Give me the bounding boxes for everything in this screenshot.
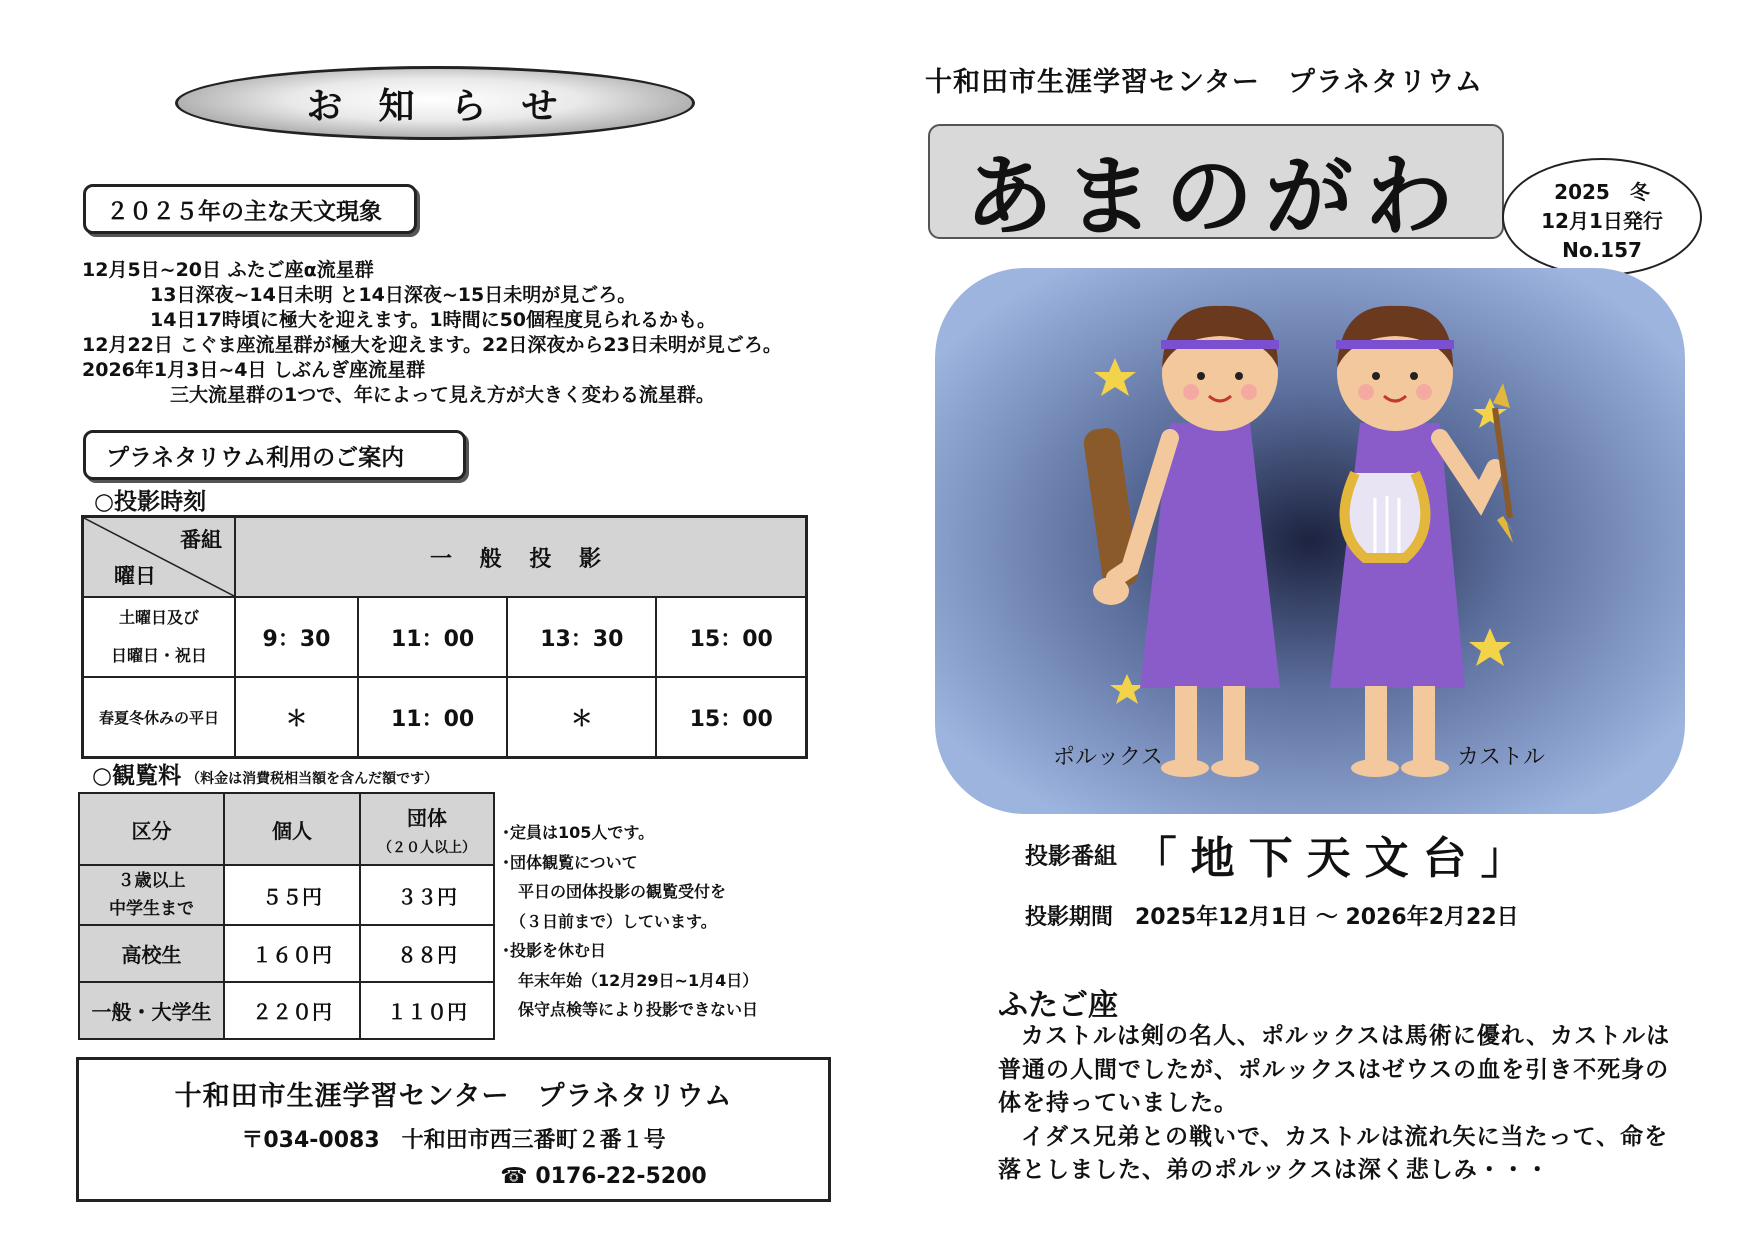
contact-phone-row <box>79 1164 828 1189</box>
astro-event-line: 12月5日~20日 ふたご座α流星群 <box>82 259 374 281</box>
fee-category <box>79 865 224 925</box>
fee-row <box>79 982 494 1039</box>
astro-events-heading-box <box>83 184 417 234</box>
pollux-label: ポルックス <box>1053 745 1163 770</box>
fee-note: （料金は消費税相当額を含んだ額です） <box>186 771 439 787</box>
time-cell: 13：30 <box>507 597 656 677</box>
fee-category: 高校生 <box>79 925 224 982</box>
fee-individual: ５５円 <box>224 865 360 925</box>
fee-header-category: 区分 <box>79 793 224 865</box>
newsletter-header: 十和田市生涯学習センター プラネタリウム <box>925 67 1483 98</box>
time-cell: 15：00 <box>656 677 806 758</box>
astro-event-line: 14日17時頃に極大を迎えます。1時間に50個程度見られるかも。 <box>150 309 717 331</box>
astro-event-line: 三大流星群の1つで、年によって見え方が大きく変わる流星群。 <box>170 384 715 406</box>
astro-events-heading: ２０２５年の主な天文現象 <box>106 198 382 225</box>
schedule-corner-cell <box>83 517 236 598</box>
newsletter-title: あまのがわ <box>965 144 1466 248</box>
contact-address: 〒034-0083 十和田市西三番町２番１号 <box>241 1128 666 1153</box>
fee-note-line: ･団体観覧について <box>502 852 638 872</box>
article-title: ふたご座 <box>998 988 1118 1023</box>
schedule-row <box>83 597 807 677</box>
corner-program-label: 番組 <box>180 528 222 552</box>
fee-note-line: 平日の団体投影の観覧受付を <box>502 882 727 901</box>
fee-header-individual: 個人 <box>224 793 360 865</box>
program-title: 「地下天文台」 <box>1132 833 1539 884</box>
schedule-title: ○投影時刻 <box>94 489 207 515</box>
article-paragraph: カストルは剣の名人、ポルックスは馬術に優れ、カストルは普通の人間でしたが、ポルックスはゼウスの血を引き不死身の体を持っていました。 <box>998 1023 1671 1116</box>
corner-day-label: 曜日 <box>114 564 156 588</box>
schedule-table <box>81 515 808 759</box>
fee-table <box>78 792 495 1040</box>
issue-number: No.157 <box>1562 238 1642 262</box>
fee-notes <box>502 818 758 1025</box>
day-label: 日曜日・祝日 <box>110 646 207 665</box>
fee-note-line: ･定員は105人です。 <box>502 823 655 842</box>
time-cell: ＊ <box>507 677 656 758</box>
issue-date: 12月1日発行 <box>1541 209 1663 233</box>
fee-header-group <box>360 793 494 865</box>
fee-category: 一般・大学生 <box>79 982 224 1039</box>
lyre-icon <box>1345 473 1426 558</box>
day-label: 土曜日及び <box>118 608 199 627</box>
notice-banner <box>175 66 695 140</box>
gemini-illustration <box>935 268 1685 814</box>
issue-season: 2025 冬 <box>1554 180 1650 204</box>
schedule-row <box>83 677 807 758</box>
fee-group: １１０円 <box>360 982 494 1039</box>
article-body <box>998 1020 1678 1188</box>
fee-group: ３３円 <box>360 865 494 925</box>
fee-title-row <box>92 757 438 790</box>
day-cell <box>83 597 236 677</box>
phone-icon: ☎ <box>500 1164 528 1189</box>
program-period: 投影期間 2025年12月1日 ～ 2026年2月22日 <box>1025 905 1519 930</box>
contact-name: 十和田市生涯学習センター プラネタリウム <box>174 1081 733 1112</box>
fee-row <box>79 865 494 925</box>
astro-event-line: 2026年1月3日~4日 しぶんぎ座流星群 <box>82 359 426 381</box>
issue-badge <box>1502 158 1702 276</box>
illustration-svg <box>935 268 1685 814</box>
usage-heading: プラネタリウム利用のご案内 <box>106 444 405 471</box>
fee-note-line: （３日前まで）しています。 <box>502 911 717 931</box>
fee-title: ○観覧料 <box>92 763 182 789</box>
day-label: 春夏冬休みの平日 <box>98 708 219 727</box>
fee-group: ８８円 <box>360 925 494 982</box>
article-paragraph: イダス兄弟との戦いで、カストルは流れ矢に当たって、命を落としました、弟のポルックスは深く悲しみ・・・ <box>998 1123 1669 1183</box>
fee-header-group-label: 団体 <box>407 805 447 830</box>
time-cell: 9：30 <box>235 597 358 677</box>
time-cell: 11：00 <box>358 597 507 677</box>
illustration-background <box>935 268 1685 814</box>
fee-header-group-note: （２０人以上） <box>378 839 476 856</box>
fee-category-label: 中学生まで <box>109 899 194 919</box>
program-row <box>1025 822 1539 886</box>
fee-note-line: ･投影を休む日 <box>502 941 607 960</box>
astro-event-line: 12月22日 こぐま座流星群が極大を迎えます。22日深夜から23日未明が見ごろ。 <box>82 334 782 356</box>
astro-event-line: 13日深夜~14日未明 と14日深夜~15日未明が見ごろ。 <box>150 284 637 306</box>
time-cell: ＊ <box>235 677 358 758</box>
day-cell <box>83 677 236 758</box>
fee-note-line: 年末年始（12月29日~1月4日） <box>502 970 759 990</box>
time-cell: 11：00 <box>358 677 507 758</box>
fee-individual: １６０円 <box>224 925 360 982</box>
castor-label: カストル <box>1457 745 1546 770</box>
program-header: 一 般 投 影 <box>235 517 807 598</box>
astro-events-list <box>82 258 782 408</box>
contact-phone: 0176-22-5200 <box>535 1164 707 1189</box>
fee-row <box>79 925 494 982</box>
notice-title: お知らせ <box>306 85 594 127</box>
fee-individual: ２２０円 <box>224 982 360 1039</box>
time-cell: 15：00 <box>656 597 806 677</box>
program-label: 投影番組 <box>1025 843 1117 870</box>
fee-note-line: 保守点検等により投影できない日 <box>502 1000 759 1019</box>
contact-box <box>76 1057 831 1202</box>
fee-category-label: ３歳以上 <box>117 871 186 891</box>
usage-heading-box <box>83 430 466 480</box>
